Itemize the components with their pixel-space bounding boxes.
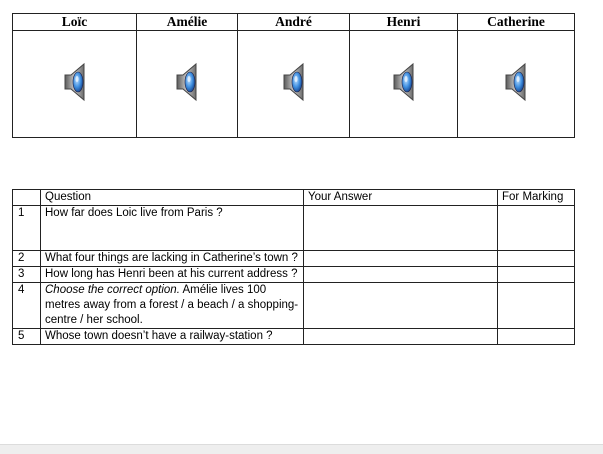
speaker-icon[interactable] [503,61,529,103]
answer-cell[interactable] [304,206,498,251]
answer-cell[interactable] [304,267,498,283]
table-row [13,329,575,345]
speaker-name-loic: Loïc [13,14,137,31]
question-text: How long has Henri been at his current address ? [41,267,304,283]
marking-cell [498,329,575,345]
speaker-name-catherine: Catherine [458,14,575,31]
answer-cell[interactable] [304,251,498,267]
question-text: Whose town doesn’t have a railway-station ? [41,329,304,345]
table-row [13,251,575,267]
question-number: 4 [13,283,41,329]
question-header-row [13,190,575,206]
table-row [13,283,575,329]
audio-cell-henri [350,31,458,138]
audio-cell-andre [238,31,350,138]
answer-cell[interactable] [304,283,498,329]
marking-cell [498,267,575,283]
question-header: Question [41,190,304,206]
speaker-header-row [13,14,575,31]
speaker-icon[interactable] [281,61,307,103]
speaker-icon[interactable] [174,61,200,103]
answer-header: Your Answer [304,190,498,206]
speaker-audio-row [13,31,575,138]
marking-cell [498,251,575,267]
audio-cell-catherine [458,31,575,138]
number-header [13,190,41,206]
question-number: 3 [13,267,41,283]
marking-cell [498,206,575,251]
marking-cell [498,283,575,329]
question-table [12,189,575,345]
speaker-icon[interactable] [391,61,417,103]
question-number: 2 [13,251,41,267]
speaker-name-amelie: Amélie [137,14,238,31]
speaker-table [12,13,575,138]
question-body: Amélie lives 100 metres away from a forest / a beach / a shopping-centre / her school. [45,284,299,326]
speaker-name-andre: André [238,14,350,31]
table-row [13,206,575,251]
marking-header: For Marking [498,190,575,206]
audio-cell-loic [13,31,137,138]
question-number: 5 [13,329,41,345]
speaker-icon[interactable] [62,61,88,103]
answer-cell[interactable] [304,329,498,345]
question-text: What four things are lacking in Catherine’s town ? [41,251,304,267]
table-row [13,267,575,283]
question-text: How far does Loic live from Paris ? [41,206,304,251]
audio-cell-amelie [137,31,238,138]
speaker-name-henri: Henri [350,14,458,31]
question-number: 1 [13,206,41,251]
question-instruction: Choose the correct option. [45,284,180,296]
question-text [41,283,304,329]
